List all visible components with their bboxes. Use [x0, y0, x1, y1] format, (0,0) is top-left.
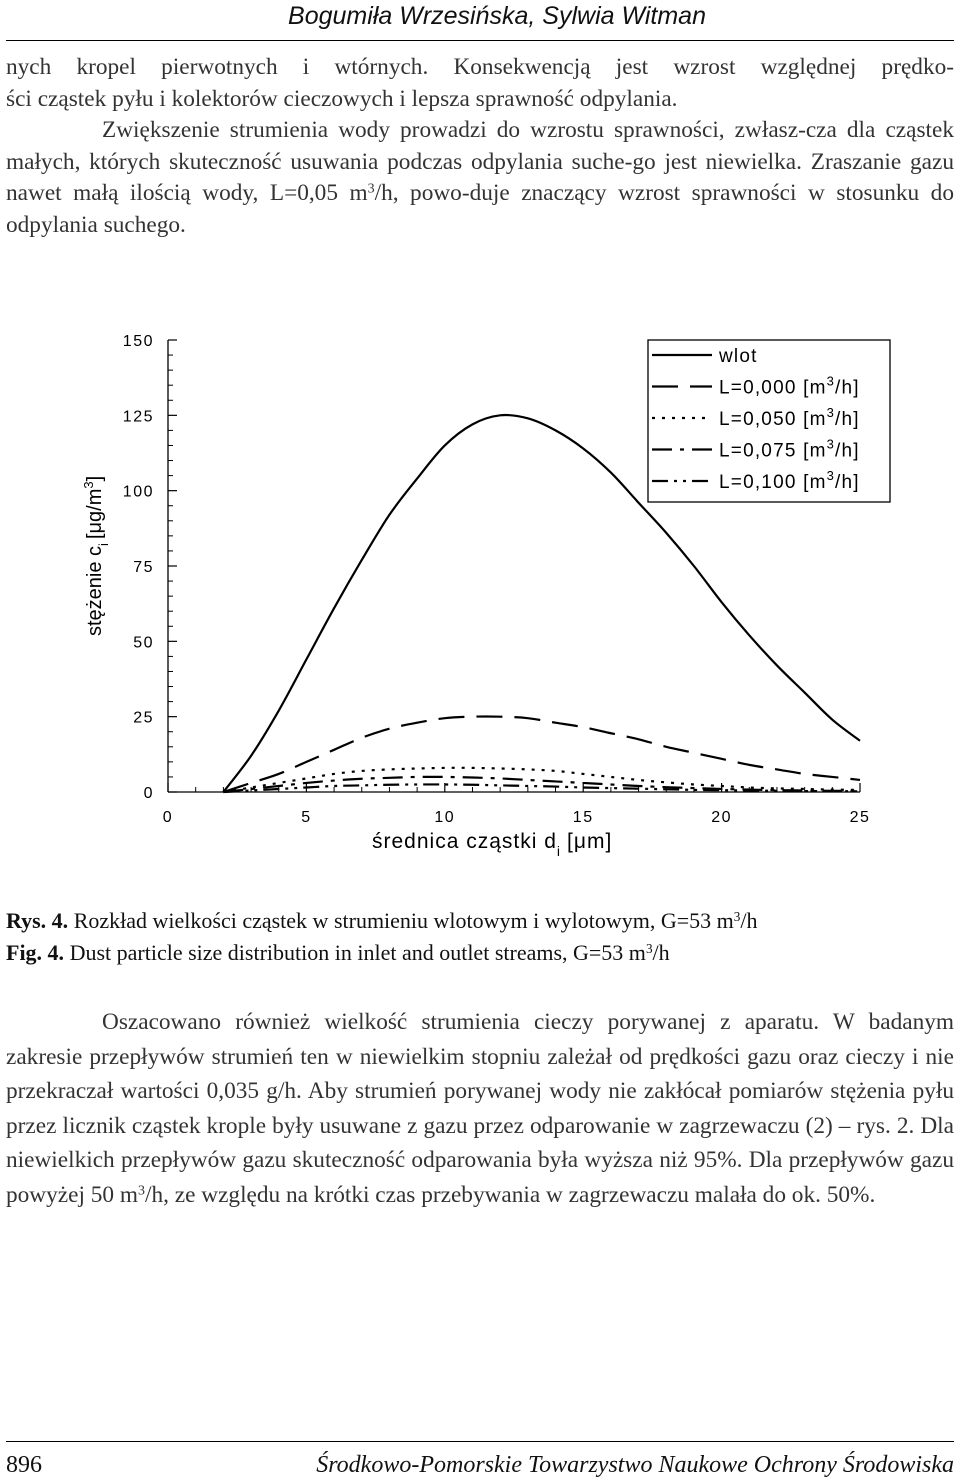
caption-en-label: Fig. 4. — [6, 940, 65, 965]
legend-label-text: L=0,050 [m — [719, 409, 827, 430]
legend-label-suffix: /h] — [835, 409, 860, 430]
caption-pl-after: /h — [740, 908, 758, 933]
legend-label-text: L=0,075 [m — [719, 440, 827, 462]
intro-p2-after: /h, powo-duje znaczący wzrost sprawności w stosunku do odpylania suchego. — [6, 180, 954, 238]
y-axis-label-sup: 3 — [81, 481, 96, 489]
intro-line-2: ści cząstek pyłu i kolektorów cieczowych i lepsza sprawność odpylania. — [6, 85, 678, 112]
x-axis-label-sub: i — [556, 843, 562, 859]
intro-line-1: nych kropel pierwotnych i wtórnych. Konsekwencją jest wzrost względnej prędko- — [6, 54, 954, 80]
y-tick-label: 25 — [133, 709, 154, 727]
legend-label-text: wlot — [719, 346, 758, 367]
y-tick-label: 75 — [133, 559, 154, 576]
y-axis-label — [81, 476, 111, 636]
legend-label-sup: 3 — [826, 373, 836, 389]
figure-caption-pl — [6, 906, 758, 936]
y-axis-label-main: stężenie c — [84, 545, 106, 636]
x-tick-label: 10 — [434, 809, 456, 826]
header-rule — [6, 40, 954, 41]
legend-label-sup: 3 — [826, 468, 836, 483]
y-tick-label: 150 — [122, 333, 154, 350]
x-tick-label: 20 — [711, 809, 732, 826]
y-tick-label: 50 — [133, 634, 154, 652]
legend-label-sup: 3 — [826, 405, 836, 420]
y-axis-label-sub: i — [96, 543, 111, 546]
x-tick-label: 5 — [301, 809, 312, 826]
body-text — [6, 1005, 954, 1212]
x-tick-label: 25 — [849, 809, 871, 826]
series-line-l-0-050-m — [223, 768, 860, 792]
journal-name: Środkowo-Pomorskie Towarzystwo Naukowe Ochrony Środowiska — [316, 1452, 954, 1478]
y-axis-label-unit: [μg/m — [84, 488, 106, 540]
caption-en-after: /h — [652, 940, 670, 965]
x-tick-label: 15 — [572, 809, 594, 826]
legend-label-l-0-000-m — [719, 374, 860, 399]
series-line-l-0-100-m — [223, 784, 860, 792]
y-tick-label: 0 — [143, 785, 154, 802]
caption-en-sup: 3 — [645, 940, 653, 956]
body-p1-after: /h, ze względu na krótki czas przebywania w zagrzewaczu malała do ok. 50%. — [144, 1181, 876, 1208]
x-axis-label-main: średnica cząstki d — [372, 830, 557, 853]
caption-en-text: Dust particle size distribution in inlet and outlet streams, G=53 m — [69, 940, 646, 965]
caption-pl-sup: 3 — [733, 908, 741, 924]
body-p1: Oszacowano również wielkość strumienia cieczy porywanej z aparatu. W badanym zakresie przepływów strumień ten w niewielkim stopniu zależał od prędkości gazu oraz cieczy i nie przekraczał wartości 0,035 g/h. Aby strumień porywanej wody nie zakłócał pomiarów stężenia pyłu przez licznik cząstek krople były usuwane z gazu przez odparowanie w zagrzewaczu (2) – rys. 2. Dla niewielkich przepływów gazu skuteczność odparowania była wyższa niż 95%. Dla przepływów gazu powyżej 50 m — [6, 1009, 954, 1208]
legend-label-suffix: /h] — [835, 472, 860, 493]
particle-distribution-chart — [0, 318, 960, 898]
legend-label-suffix: /h] — [835, 377, 860, 399]
legend-label-l-0-075-m — [719, 437, 860, 462]
series-line-l-0-000-m — [223, 716, 860, 792]
legend-label-l-0-100-m — [719, 468, 860, 493]
legend-label-wlot — [718, 346, 758, 367]
y-tick-label: 125 — [122, 408, 154, 426]
y-tick-label: 100 — [122, 483, 154, 501]
body-p1-sup: 3 — [138, 1182, 145, 1198]
legend-label-text: L=0,000 [m — [719, 377, 827, 399]
footer-rule — [6, 1441, 954, 1442]
caption-pl-label: Rys. 4. — [6, 908, 69, 933]
x-axis-label — [372, 830, 612, 859]
x-axis-label-unit: [μm] — [567, 830, 613, 853]
y-axis-label-close: ] — [84, 475, 106, 482]
legend-label-suffix: /h] — [835, 440, 860, 462]
legend-label-text: L=0,100 [m — [719, 472, 827, 493]
intro-paragraph-2 — [6, 115, 954, 241]
figure-caption-en — [6, 938, 670, 968]
running-header-authors: Bogumiła Wrzesińska, Sylwia Witman — [288, 2, 706, 30]
body-paragraph — [6, 1005, 954, 1212]
series-line-l-0-075-m — [223, 777, 860, 792]
page-number: 896 — [6, 1452, 42, 1478]
legend-label-l-0-050-m — [719, 405, 860, 430]
legend-label-sup: 3 — [826, 436, 836, 452]
intro-text — [6, 52, 954, 241]
caption-pl-text: Rozkład wielkości cząstek w strumieniu wlotowym i wylotowym, G=53 m — [73, 908, 734, 933]
intro-p2-sup: 3 — [367, 181, 375, 197]
intro-p2-before: Zwiększenie strumienia wody prowadzi do wzrostu sprawności, zwłasz-cza dla cząstek małych, których skuteczność usuwania podczas odpylania suche-go jest niewielka. Zraszanie gazu nawet małą ilością wody, L=0,05 m — [6, 117, 954, 206]
x-tick-label: 0 — [162, 809, 174, 826]
